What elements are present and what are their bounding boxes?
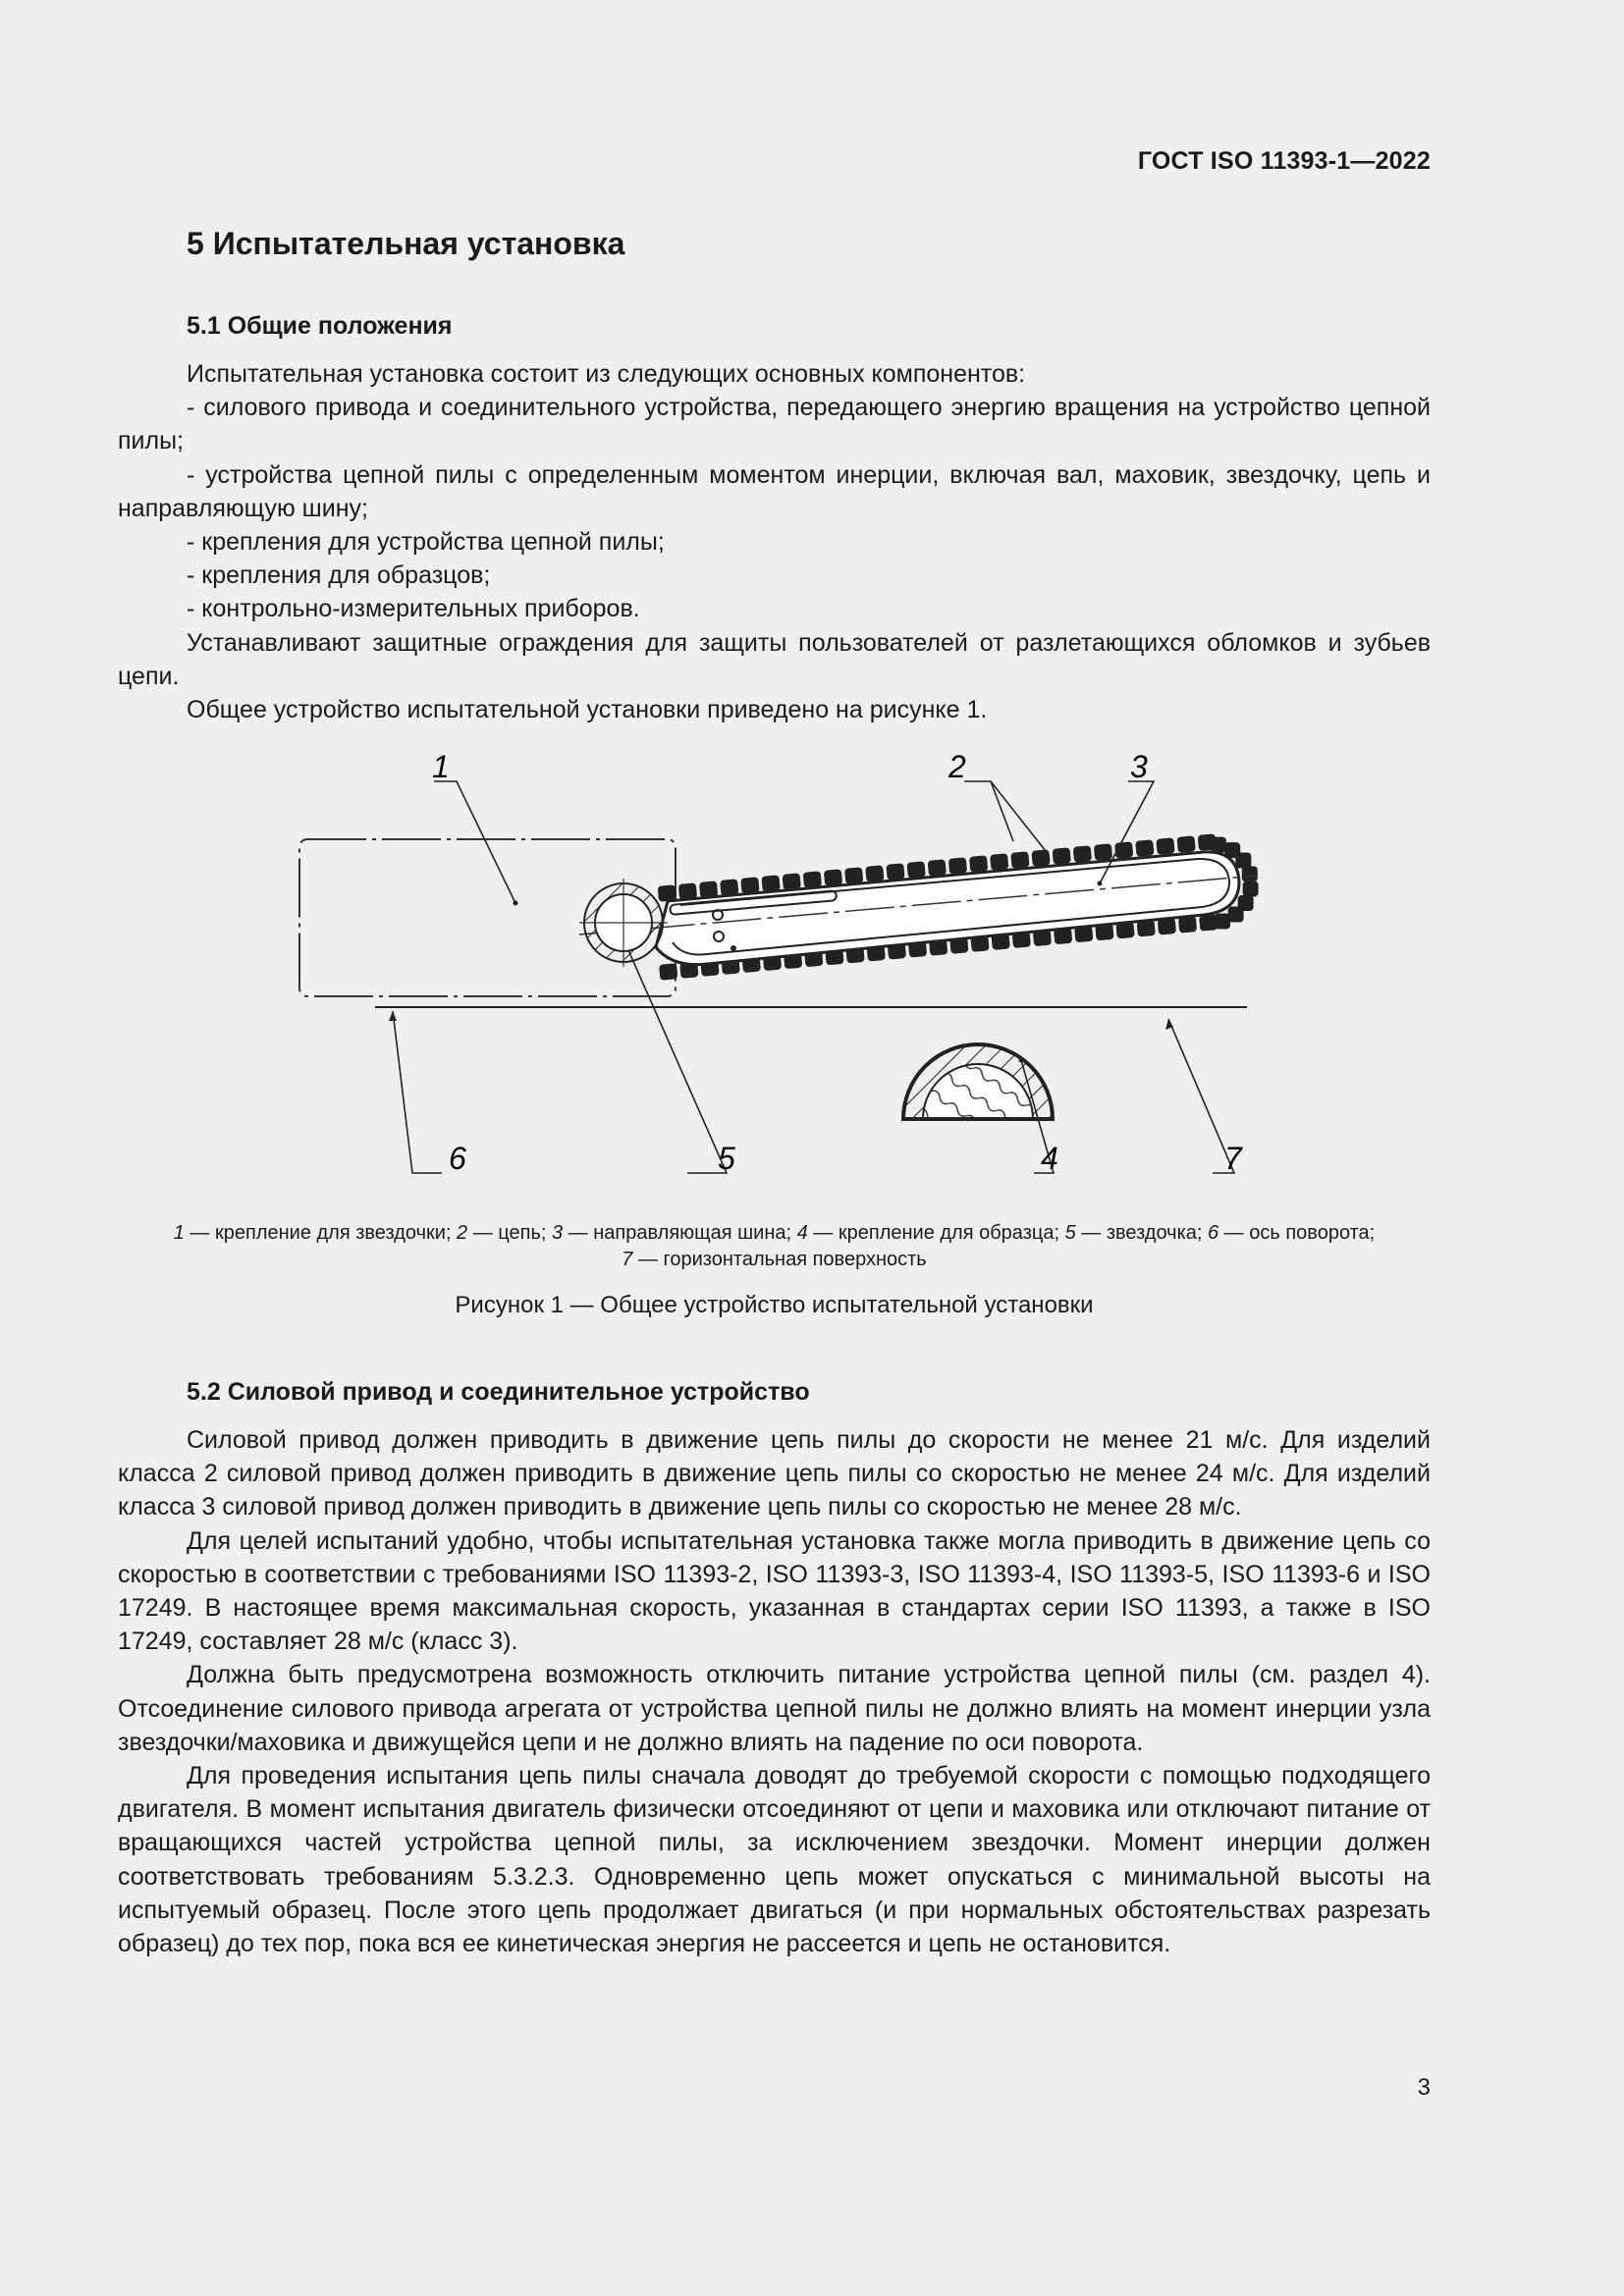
legend-number: 6 <box>1208 1222 1219 1244</box>
figure-label-2: 2 <box>948 749 966 784</box>
chain-tooth <box>1176 835 1195 853</box>
section-5-1-heading: 5.1 Общие положения <box>187 312 453 340</box>
chain-tooth <box>761 875 780 892</box>
chain-tooth <box>1199 914 1218 932</box>
figure-label-3: 3 <box>1130 749 1148 784</box>
legend-text: — горизонтальная поверхность <box>632 1249 927 1270</box>
list-item: - крепления для устройства цепной пилы; <box>187 528 665 557</box>
section-5-heading: 5 Испытательная установка <box>187 226 625 261</box>
chain-tooth <box>1010 851 1029 869</box>
legend-number: 4 <box>796 1222 808 1244</box>
chain-tooth <box>803 871 822 888</box>
paragraph: Для проведения испытания цепь пилы сначала доводят до требуемой скорости с помощью подходящего двигателя. В момент испытания двигатель физически отсоединяют от цепи и маховика или отключают питание от вращающихся частей устройства цепной пилы, за исключением звездочки. Момент инерции должен соответствовать требованиям 5.3.2.3. Одновременно цепь может опускаться с минимальной высоты на испытуемый образец. После этого цепь продолжает двигаться (и при нормальных обстоятельствах разрезать образец) до тех пор, пока вся ее кинетическая энергия не рассеется и цепь не остановится. <box>118 1762 1431 1958</box>
chain-tooth <box>865 865 884 882</box>
chain-tooth <box>886 863 904 881</box>
figure-label-6: 6 <box>449 1141 466 1176</box>
document-id: ГОСТ ISO 11393-1—2022 <box>1137 147 1431 175</box>
paragraph: Устанавливают защитные ограждения для защиты пользователей от разлетающихся обломков и зубьев цепи. <box>118 628 1431 690</box>
chain-tooth <box>659 963 677 981</box>
legend-text: — крепление для звездочки; <box>184 1222 458 1244</box>
sprocket <box>579 879 668 967</box>
figure-label-7: 7 <box>1224 1141 1242 1176</box>
figure-label-4: 4 <box>1041 1141 1058 1176</box>
figure-1-caption: Рисунок 1 — Общее устройство испытательной установки <box>455 1292 1094 1318</box>
paragraph: Должна быть предусмотрена возможность отключить питание устройства цепной пилы (см. раздел 4). Отсоединение силового привода агрегата от устройства цепной пилы не должно влиять на момент инерции узла звездочки/маховика и движущейся цепи и не должно влиять на падение по оси поворота. <box>118 1661 1431 1756</box>
list-item: - контрольно-измерительных приборов. <box>187 595 640 623</box>
chain-tooth <box>1243 881 1259 897</box>
chain-tooth <box>990 853 1008 871</box>
legend-number: 3 <box>552 1222 564 1244</box>
chain-tooth <box>1031 849 1050 867</box>
chain-tooth <box>1211 837 1226 853</box>
paragraph: Общее устройство испытательной установки приведено на рисунке 1. <box>187 696 988 724</box>
paragraph: Для целей испытаний удобно, чтобы испытательная установка также могла приводить в движение цепь со скоростью в соответствии с требованиями ISO 11393-2, ISO 11393-3, ISO 11393-4, ISO 11393-5, ISO 11393-6 и ISO 17249. В настоящее время максимальная скорость, указанная в стандартах серии ISO 11393, а также в ISO 17249, составляет 28 м/с (класс 3). <box>118 1526 1431 1656</box>
legend-number: 1 <box>173 1222 185 1244</box>
legend-text: — цепь; <box>467 1222 552 1244</box>
chain-tooth <box>948 857 967 875</box>
chain-tooth <box>969 855 988 873</box>
figure-1-legend <box>118 1220 1431 1273</box>
legend-number: 5 <box>1064 1222 1076 1244</box>
chain-tooth <box>1053 847 1071 865</box>
legend-number: 7 <box>622 1249 633 1270</box>
list-item: - силового привода и соединительного устройства, передающего энергию вращения на устройство цепной пилы; <box>118 394 1431 455</box>
paragraph: Испытательная установка состоит из следующих основных компонентов: <box>187 360 1026 388</box>
chain-tooth <box>740 877 759 894</box>
chain-tooth <box>824 869 842 886</box>
list-item: - крепления для образцов; <box>187 561 491 590</box>
chain-tooth <box>1073 845 1092 863</box>
chain-tooth <box>783 873 801 890</box>
chain-tooth <box>1242 866 1258 881</box>
chain-tooth <box>1235 852 1251 868</box>
legend-text: — звездочка; <box>1075 1222 1208 1244</box>
figure-1-drawing <box>118 746 1431 1198</box>
legend-text: — ось поворота; <box>1218 1222 1376 1244</box>
section-5-2-body <box>118 1423 1431 1960</box>
legend-text: — крепление для образца; <box>807 1222 1065 1244</box>
section-5-1-body <box>118 357 1431 726</box>
figure-label-1: 1 <box>432 749 450 784</box>
chain-tooth <box>844 867 863 884</box>
figure-label-5: 5 <box>718 1141 735 1176</box>
specimen-mount <box>903 1044 1053 1119</box>
chain-tooth <box>906 861 925 879</box>
chain-tooth <box>1228 907 1244 923</box>
chain-tooth <box>1156 837 1174 855</box>
paragraph: Силовой привод должен приводить в движение цепь пилы до скорости не менее 21 м/с. Для изделий класса 2 силовой привод должен приводить в движение цепь пилы со скоростью не менее 24 м/с. Для изделий класса 3 силовой привод должен приводить в движение цепь пилы со скоростью не менее 28 м/с. <box>118 1426 1431 1522</box>
legend-text: — направляющая шина; <box>563 1222 797 1244</box>
page-number: 3 <box>1417 2074 1431 2101</box>
chain-tooth <box>928 859 947 877</box>
chain-tooth <box>1094 843 1112 861</box>
legend-number: 2 <box>457 1222 468 1244</box>
list-item: - устройства цепной пилы с определенным моментом инерции, включая вал, маховик, звездочку, цепь и направляющую шину; <box>118 460 1431 522</box>
section-5-2-heading: 5.2 Силовой привод и соединительное устройство <box>187 1378 810 1406</box>
chain-tooth <box>1135 839 1154 857</box>
